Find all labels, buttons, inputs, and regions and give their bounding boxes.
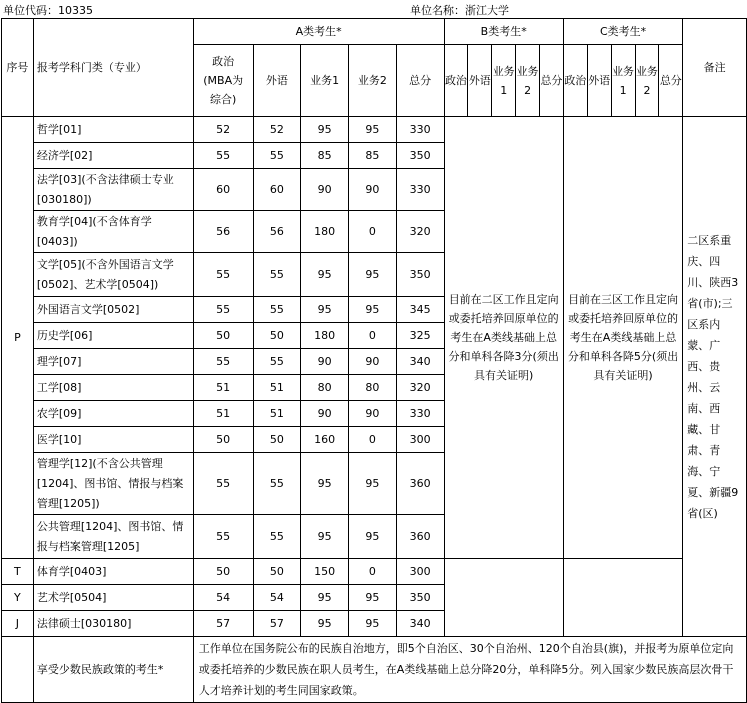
score-cell: 345 [396, 297, 444, 323]
c-major2-header: 业务2 [635, 45, 659, 117]
score-cell: 340 [396, 349, 444, 375]
subject-cell: 体育学[0403] [33, 559, 193, 585]
score-cell: 85 [301, 143, 349, 169]
score-cell: 55 [253, 143, 301, 169]
c-total-header: 总分 [659, 45, 683, 117]
score-cell: 350 [396, 253, 444, 297]
group-a-header: A类考生* [193, 19, 444, 45]
score-cell: 50 [253, 323, 301, 349]
score-cell: 300 [396, 559, 444, 585]
b-total-header: 总分 [540, 45, 564, 117]
b-major1-header: 业务1 [492, 45, 516, 117]
a-politics-header: 政治(MBA为综合) [193, 45, 253, 117]
score-cell: 55 [193, 515, 253, 559]
score-cell: 95 [301, 453, 349, 515]
subject-cell: 理学[07] [33, 349, 193, 375]
score-cell: 330 [396, 169, 444, 211]
group-c-header: C类考生* [563, 19, 682, 45]
a-total-header: 总分 [396, 45, 444, 117]
score-cell: 95 [349, 297, 397, 323]
score-cell: 54 [193, 585, 253, 611]
score-cell: 55 [253, 515, 301, 559]
score-cell: 90 [301, 169, 349, 211]
score-cell: 60 [253, 169, 301, 211]
score-cell: 80 [349, 375, 397, 401]
score-cell: 50 [193, 323, 253, 349]
score-cell: 55 [253, 349, 301, 375]
score-cell: 330 [396, 117, 444, 143]
score-cell: 180 [301, 323, 349, 349]
score-cell: 55 [253, 253, 301, 297]
subject-cell: 文学[05](不含外国语言文学[0502]、艺术学[0504]) [33, 253, 193, 297]
b-politics-header: 政治 [444, 45, 468, 117]
c-politics-header: 政治 [563, 45, 587, 117]
score-cell: 50 [193, 559, 253, 585]
score-cell: 85 [349, 143, 397, 169]
minority-policy-text: 工作单位在国务院公布的民族自治地方，即5个自治区、30个自治州、120个自治县(旗)，并报考为原单位定向或委托培养的少数民族在职人员考生，在A类线基础上总分降20分，单科降5分。列入国家少数民族高层次骨干人才培养计划的考生同国家政策。 [193, 637, 746, 703]
score-cell: 55 [193, 453, 253, 515]
b-major2-header: 业务2 [516, 45, 540, 117]
score-cell: 95 [301, 253, 349, 297]
group-t-label: T [2, 559, 34, 585]
score-cell: 54 [253, 585, 301, 611]
score-cell: 95 [301, 515, 349, 559]
remark-header: 备注 [683, 19, 747, 117]
score-cell: 51 [253, 375, 301, 401]
score-cell: 95 [349, 117, 397, 143]
subject-cell: 外国语言文学[0502] [33, 297, 193, 323]
score-cell: 90 [301, 349, 349, 375]
score-cell: 0 [349, 323, 397, 349]
score-table [1, 18, 747, 703]
score-cell: 95 [301, 117, 349, 143]
group-j-label: J [2, 611, 34, 637]
subject-cell: 教育学[04](不含体育学[0403]) [33, 211, 193, 253]
remark-note: 二区系重庆、四川、陕西3省(市);三区系内蒙、广西、贵州、云南、西藏、甘肃、青海、宁夏、新疆9省(区) [683, 117, 747, 637]
subject-cell: 哲学[01] [33, 117, 193, 143]
score-cell: 95 [349, 515, 397, 559]
minority-label: 享受少数民族政策的考生* [33, 637, 193, 703]
score-cell: 90 [301, 401, 349, 427]
score-cell: 90 [349, 401, 397, 427]
score-cell: 360 [396, 453, 444, 515]
group-p-label: P [2, 117, 34, 559]
score-cell: 51 [193, 375, 253, 401]
subject-header: 报考学科门类（专业） [33, 19, 193, 117]
b-empty-cell [444, 559, 563, 637]
group-y-label: Y [2, 585, 34, 611]
score-cell: 51 [193, 401, 253, 427]
score-cell: 50 [193, 427, 253, 453]
score-cell: 60 [193, 169, 253, 211]
score-cell: 180 [301, 211, 349, 253]
minority-seq-cell [2, 637, 34, 703]
subject-cell: 医学[10] [33, 427, 193, 453]
subject-cell: 管理学[12](不含公共管理[1204]、图书馆、情报与档案管理[1205]) [33, 453, 193, 515]
subject-cell: 法学[03](不含法律硕士专业[030180]) [33, 169, 193, 211]
score-cell: 95 [349, 585, 397, 611]
score-cell: 55 [253, 453, 301, 515]
minority-row [2, 637, 747, 703]
subject-cell: 农学[09] [33, 401, 193, 427]
score-cell: 350 [396, 143, 444, 169]
score-cell: 150 [301, 559, 349, 585]
subject-cell: 经济学[02] [33, 143, 193, 169]
score-cell: 360 [396, 515, 444, 559]
score-cell: 55 [193, 349, 253, 375]
score-cell: 90 [349, 349, 397, 375]
score-cell: 50 [253, 559, 301, 585]
subject-cell: 法律硕士[030180] [33, 611, 193, 637]
c-empty-cell [563, 559, 682, 637]
table-row [2, 559, 747, 585]
unit-code: 单位代码：10335 [3, 4, 93, 17]
a-major2-header: 业务2 [349, 45, 397, 117]
score-cell: 57 [253, 611, 301, 637]
score-cell: 51 [253, 401, 301, 427]
score-cell: 95 [349, 453, 397, 515]
score-cell: 330 [396, 401, 444, 427]
score-cell: 95 [349, 253, 397, 297]
a-major1-header: 业务1 [301, 45, 349, 117]
subject-cell: 历史学[06] [33, 323, 193, 349]
score-cell: 80 [301, 375, 349, 401]
subject-cell: 工学[08] [33, 375, 193, 401]
score-cell: 52 [253, 117, 301, 143]
score-cell: 95 [301, 585, 349, 611]
score-cell: 350 [396, 585, 444, 611]
a-foreign-header: 外语 [253, 45, 301, 117]
group-b-header: B类考生* [444, 19, 563, 45]
score-cell: 55 [253, 297, 301, 323]
score-cell: 325 [396, 323, 444, 349]
seq-header: 序号 [2, 19, 34, 117]
score-cell: 90 [349, 169, 397, 211]
score-cell: 95 [301, 611, 349, 637]
score-cell: 95 [349, 611, 397, 637]
document-header [0, 0, 747, 18]
score-cell: 320 [396, 375, 444, 401]
score-cell: 56 [253, 211, 301, 253]
score-cell: 56 [193, 211, 253, 253]
score-cell: 55 [193, 297, 253, 323]
score-cell: 300 [396, 427, 444, 453]
c-major1-header: 业务1 [611, 45, 635, 117]
score-cell: 55 [193, 143, 253, 169]
score-cell: 52 [193, 117, 253, 143]
score-cell: 0 [349, 211, 397, 253]
b-class-note: 目前在二区工作且定向或委托培养回原单位的考生在A类线基础上总分和单科各降3分(须出具有关证明) [444, 117, 563, 559]
b-foreign-header: 外语 [468, 45, 492, 117]
subject-cell: 艺术学[0504] [33, 585, 193, 611]
subject-cell: 公共管理[1204]、图书馆、情报与档案管理[1205] [33, 515, 193, 559]
table-row [2, 117, 747, 143]
score-cell: 320 [396, 211, 444, 253]
c-class-note: 目前在三区工作且定向或委托培养回原单位的考生在A类线基础上总分和单科各降5分(须出具有关证明) [563, 117, 682, 559]
score-cell: 50 [253, 427, 301, 453]
score-cell: 95 [301, 297, 349, 323]
score-cell: 160 [301, 427, 349, 453]
score-cell: 55 [193, 253, 253, 297]
score-cell: 57 [193, 611, 253, 637]
unit-name: 单位名称：浙江大学 [410, 4, 509, 17]
score-cell: 0 [349, 427, 397, 453]
score-cell: 0 [349, 559, 397, 585]
score-cell: 340 [396, 611, 444, 637]
c-foreign-header: 外语 [587, 45, 611, 117]
